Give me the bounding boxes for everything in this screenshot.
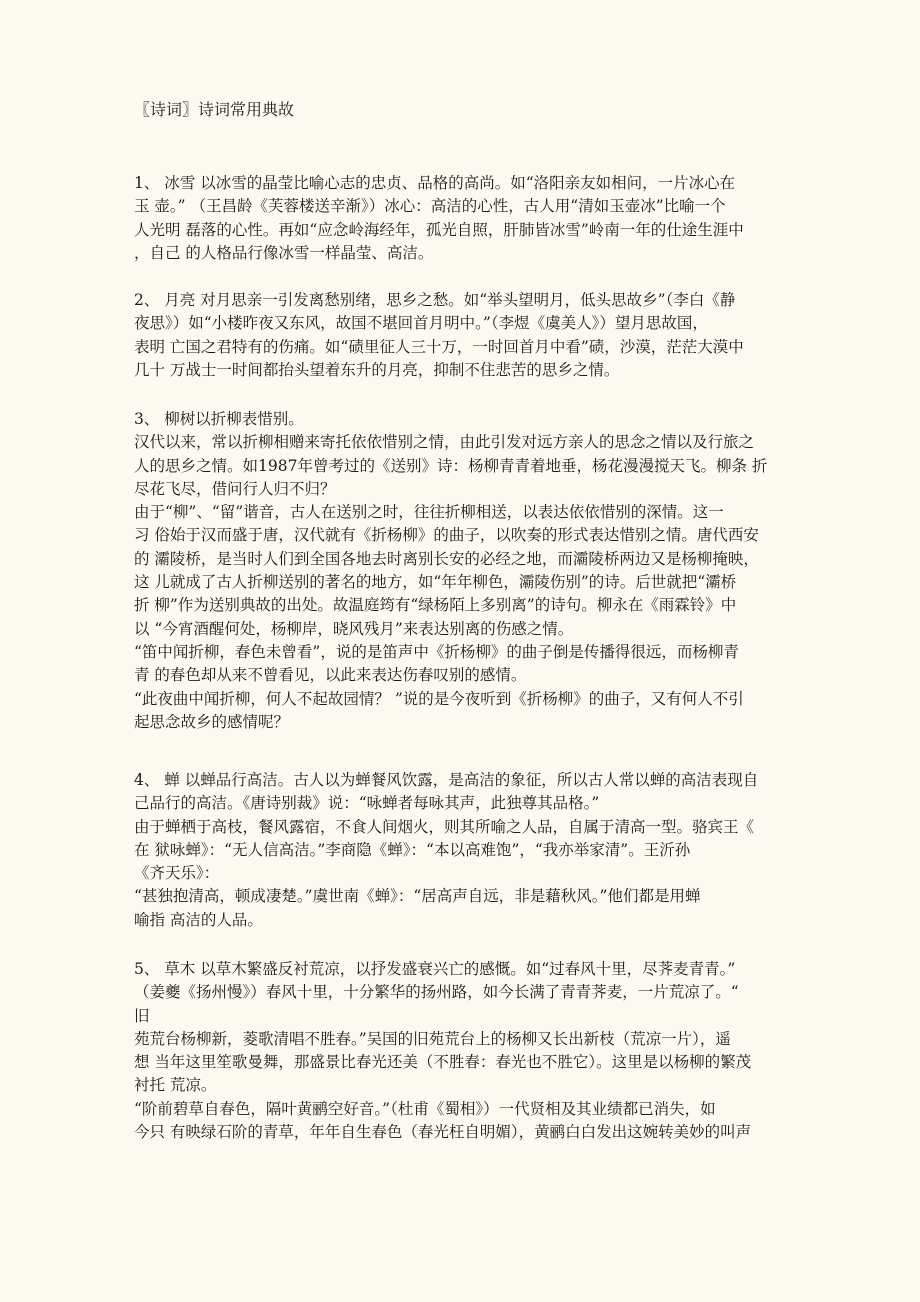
text-line: 旧 xyxy=(134,1006,150,1025)
section-yueliang xyxy=(134,289,802,382)
section-caomu xyxy=(134,958,802,1144)
text-line: 苑荒台杨柳新，菱歌清唱不胜春。”吴国的旧苑荒台上的杨柳又长出新枝（荒凉一片），遥 xyxy=(134,1029,731,1048)
text-line: 今只 有映绿石阶的青草，年年自生春色（春光枉自明媚），黄鹂白白发出这婉转美妙的叫声 xyxy=(134,1123,752,1142)
text-line: 3、 柳树以折柳表惜别。 xyxy=(134,410,304,428)
text-line: “甚独抱清高，顿成凄楚。”虞世南《蝉》：“居高声自远，非是藉秋风。”他们都是用蝉 xyxy=(134,887,701,906)
text-line: “笛中闻折柳，春色未曾看”，说的是笛声中《折杨柳》的曲子倒是传播得很远，而杨柳青 xyxy=(134,642,739,661)
text-line: 玉 壶。” （王昌龄《芙蓉楼送辛渐》）冰心：高洁的心性，古人用“清如玉壶冰”比喻一个 xyxy=(134,197,726,216)
text-line: 由于蝉栖于高枝，餐风露宿，不食人间烟火，则其所喻之人品，自属于清高一型。骆宾王《 xyxy=(134,817,755,836)
text-line: 人的思乡之情。如1987年曾考过的《送别》诗：杨柳青青着地垂，杨花漫漫搅天飞。柳条 折 xyxy=(134,456,768,475)
text-line: 衬托 荒凉。 xyxy=(134,1076,217,1095)
text-line: 《齐天乐》： xyxy=(134,864,220,883)
section-liushu xyxy=(134,408,802,734)
text-line: 习 俗始于汉而盛于唐，汉代就有《折杨柳》的曲子，以吹奏的形式表达惜别之情。唐代西安 xyxy=(134,526,759,545)
section-bingxue xyxy=(134,172,802,265)
text-line: 青 的春色却从来不曾看见，以此来表达伤春叹别的感情。 xyxy=(134,666,527,685)
text-line: 1、 冰雪 以冰雪的晶莹比喻心志的忠贞、品格的高尚。如“洛阳亲友如相问，一片冰心在 xyxy=(134,174,736,192)
text-line: 己品行的高洁。《唐诗别裁》说：“咏蝉者每咏其声，此独尊其品格。” xyxy=(134,794,600,813)
text-line: 起思念故乡的感情呢？ xyxy=(134,712,290,731)
text-line: “阶前碧草自春色，隔叶黄鹂空好音。”（杜甫《蜀相》）一代贤相及其业绩都已消失，如 xyxy=(134,1099,716,1118)
text-line: 几十 万战士一时间都抬头望着东升的月亮，抑制不住悲苦的思乡之情。 xyxy=(134,360,620,379)
text-line: 折 柳”作为送别典故的出处。故温庭筠有“绿杨陌上多别离”的诗句。柳永在《雨霖铃》中 xyxy=(134,596,737,615)
text-line: 的 灞陵桥，是当时人们到全国各地去时离别长安的必经之地，而灞陵桥两边又是杨柳掩映， xyxy=(134,549,759,568)
text-line: 在 狱咏蝉》：“无人信高洁。”李商隐《蝉》：“本以高难饱”，“我亦举家清”。王沂孙 xyxy=(134,840,691,859)
text-line: 5、 草木 以草木繁盛反衬荒凉，以抒发盛衰兴亡的感慨。如“过春风十里，尽荠麦青青。” xyxy=(134,960,736,978)
text-line: ，自己 的人格品行像冰雪一样晶莹、高洁。 xyxy=(134,243,434,262)
text-line: 2、 月亮 对月思亲一引发离愁别绪，思乡之愁。如“举头望明月，低头思故乡”（李白《静 xyxy=(134,291,736,309)
text-line: 由于“柳”、“留”谐音，古人在送别之时，往往折柳相送，以表达依依惜别的深情。这一 xyxy=(134,503,724,522)
text-line: 以 “今宵酒醒何处，杨柳岸，晓风残月”来表达别离的伤感之情。 xyxy=(134,619,574,638)
text-line: 尽花飞尽，借问行人归不归？ xyxy=(134,479,336,498)
text-line: 喻指 高洁的人品。 xyxy=(134,910,263,929)
text-line: 想 当年这里笙歌曼舞，那盛景比春光还美（不胜春：春光也不胜它）。这里是以杨柳的繁茂 xyxy=(134,1053,752,1072)
text-line: “此夜曲中闻折柳，何人不起故园情？ ”说的是今夜听到《折杨柳》的曲子，又有何人不引 xyxy=(134,689,744,708)
document-title: 〖诗词〗诗词常用典故 xyxy=(134,100,295,119)
text-line: （姜夔《扬州慢》）春风十里，十分繁华的扬州路，如今长满了青青荠麦，一片荒凉了。“ xyxy=(134,983,739,1002)
text-line: 4、 蝉 以蝉品行高洁。古人以为蝉餐风饮露，是高洁的象征，所以古人常以蝉的高洁表现自 xyxy=(134,771,759,789)
text-line: 汉代以来，常以折柳相赠来寄托依依惜别之情，由此引发对远方亲人的思念之情以及行旅之 xyxy=(134,433,755,452)
text-line: 这 儿就成了古人折柳送别的著名的地方，如“年年柳色，灞陵伤别”的诗。后世就把“灞桥 xyxy=(134,573,737,592)
section-chan xyxy=(134,769,802,932)
text-line: 人光明 磊落的心性。再如“应念岭海经年，孤光自照，肝肺皆冰雪”岭南一年的仕途生涯中 xyxy=(134,220,744,239)
text-line: 夜思》）如“小楼昨夜又东风，故国不堪回首月明中。”（李煜《虞美人》）望月思故国， xyxy=(134,314,708,333)
text-line: 表明 亡国之君特有的伤痛。如“碛里征人三十万，一时回首月中看”碛，沙漠，茫茫大漠中 xyxy=(134,337,744,356)
